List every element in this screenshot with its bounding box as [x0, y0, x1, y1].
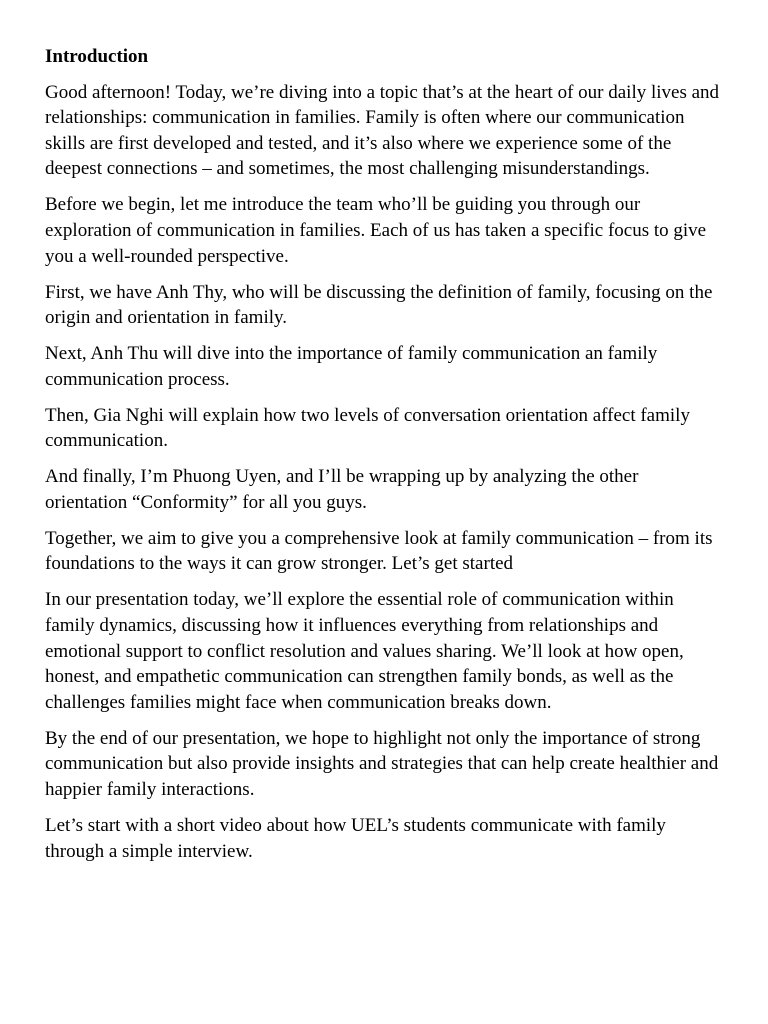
paragraph-team-aim: Together, we aim to give you a comprehensive look at family communication – from its foundations to the ways it can grow stronger. Let’s get started: [45, 527, 713, 575]
paragraph-video-intro: Let’s start with a short video about how UEL’s students communicate with family through a simple interview.: [45, 814, 666, 862]
paragraph-presentation-overview: In our presentation today, we’ll explore the essential role of communication within family dynamics, discussing how it influences everything from relationships and emotional support to conflict resolution and values sharing. We’ll look at how open, honest, and empathetic communication can strengthen family bonds, as well as the challenges families might face when communication breaks down.: [45, 589, 684, 713]
paragraph-greeting: Good afternoon! Today, we’re diving into a topic that’s at the heart of our daily lives and relationships: communication in families. Family is often where our communication skills are first developed and tested, and it’s also where we experience some of the deepest connections – and sometimes, the most challenging misunderstandings.: [45, 81, 720, 180]
paragraph-speaker-phuong-uyen: And finally, I’m Phuong Uyen, and I’ll be wrapping up by analyzing the other orientation “Conformity” for all you guys.: [45, 466, 639, 513]
paragraph-speaker-anh-thy: First, we have Anh Thy, who will be discussing the definition of family, focusing on the origin and orientation in family.: [45, 281, 713, 329]
paragraph-team-intro: Before we begin, let me introduce the team who’ll be guiding you through our exploration of communication in families. Each of us has taken a specific focus to give you a well-rounded perspective.: [45, 194, 707, 267]
section-heading: Introduction: [45, 46, 149, 67]
paragraph-presentation-goal: By the end of our presentation, we hope to highlight not only the importance of strong communication but also provide insights and strategies that can help create healthier and happier family interactions.: [45, 727, 719, 800]
paragraph-speaker-anh-thu: Next, Anh Thu will dive into the importance of family communication an family communication process.: [45, 343, 658, 390]
document-page: [45, 44, 725, 875]
paragraph-speaker-gia-nghi: Then, Gia Nghi will explain how two levels of conversation orientation affect family communication.: [45, 404, 690, 452]
